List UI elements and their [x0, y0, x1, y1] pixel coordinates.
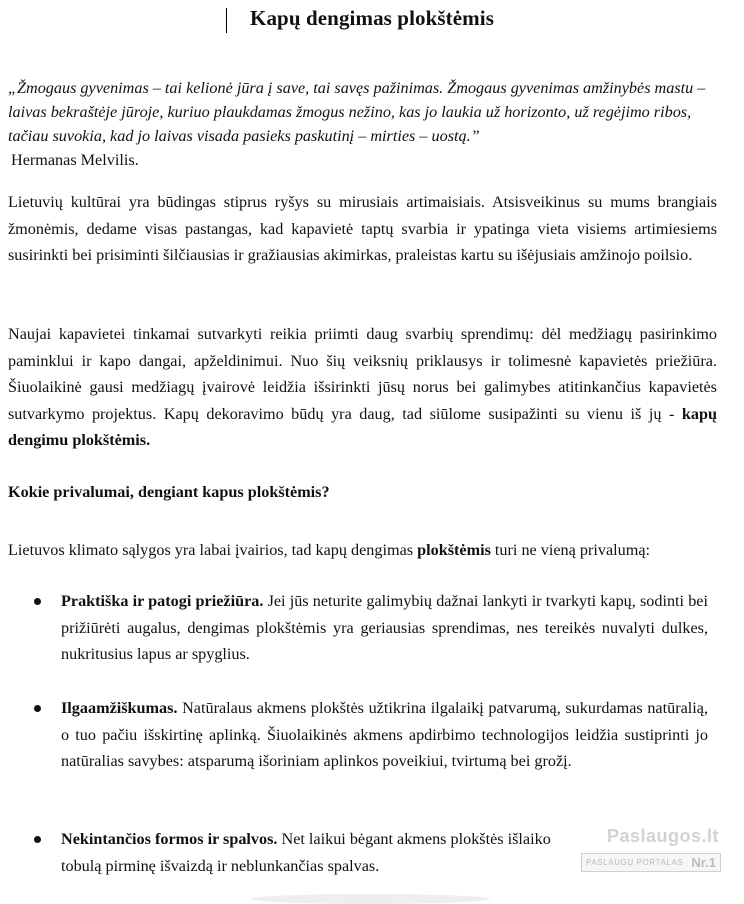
benefits-heading: Kokie privalumai, dengiant kapus plokštėmis? [8, 483, 330, 501]
portal-watermark [581, 826, 721, 878]
bullet-icon [34, 598, 41, 605]
watermark-logo: Paslaugos.lt [606, 826, 719, 846]
decision-paragraph [8, 321, 717, 454]
intro-paragraph: Lietuvių kultūrai yra būdingas stiprus ryšys su mirusiais artimaisiais. Atsisveikinus su mums brangiais žmonėmis, dedame visas pastangas, kad kapavietė taptų svarbia ir ypatinga vieta visiems artimiesiems susirinkti bei prisiminti šilčiausias ir gražiausias akimirkas, praleistas kartu su išėjusiais amžinojo poilsio. [8, 193, 717, 264]
benefit-description: Natūralaus akmens plokštės užtikrina ilgalaikį patvarumą, sukurdamas natūralią, o tuo pačiu išskirtinę aplinką. Šiuolaikinės akmens apdirbimo technologijos leidžia sustiprinti jo natūralias savybes: atsparumą išoriniam aplinkos poveikiui, tvirtumą bei grožį. [61, 699, 708, 770]
text-cursor [226, 8, 227, 33]
decision-paragraph-bold: kapų dengimu plokštėmis. [8, 404, 717, 449]
climate-text-after: turi ne vieną privalumą: [490, 541, 650, 559]
climate-paragraph [8, 537, 650, 563]
quote-author: Hermanas Melvilis. [11, 151, 139, 169]
page-title: Kapų dengimas plokštėmis [250, 6, 494, 30]
benefit-text [61, 695, 708, 775]
benefit-text [61, 588, 708, 668]
climate-text-bold: plokštėmis [417, 541, 491, 559]
benefit-title: Praktiška ir patogi priežiūra. [61, 592, 264, 610]
watermark-band [581, 853, 721, 872]
benefit-title: Nekintančios formos ir spalvos. [61, 830, 278, 848]
bullet-icon [34, 705, 41, 712]
epigraph-quote [8, 76, 724, 172]
watermark-rank: Nr.1 [691, 855, 716, 870]
benefit-description: Jei jūs neturite galimybių dažnai lankyti ir tvarkyti kapų, sodinti bei prižiūrėti augalus, dengimas plokštėmis yra geriausias sprendimas, nes tereikės nuvalyti dulkes, nukritusius lapus ar spyglius. [61, 592, 708, 663]
quote-text: „Žmogaus gyvenimas – tai kelionė jūra į save, tai savęs pažinimas. Žmogaus gyvenimas amžinybės mastu – laivas bekraštėje jūroje, kuriuo plaukdamas žmogus nežino, kas jo laukia už horizonto, už regėjimo ribos, tačiau suvokia, kad jo laivas visada pasieks paskutinį – mirties – uostą.” [8, 79, 706, 145]
climate-text-before: Lietuvos klimato sąlygos yra labai įvairios, tad kapų dengimas [8, 541, 418, 559]
benefit-text [61, 826, 581, 879]
page-footer-shadow [250, 894, 490, 904]
decision-paragraph-text: Naujai kapavietei tinkamai sutvarkyti reikia priimti daug svarbių sprendimų: dėl medžiagų pasirinkimo paminklui ir kapo dangai, apželdinimui. Nuo šių veiksnių priklausys ir tolimesnė kapavietės priežiūra. Šiuolaikinė gausi medžiagų įvairovė leidžia išsirinkti jūsų norus bei galimybes atitinkančius kapavietės sutvarkymo projektus. Kapų dekoravimo būdų yra daug, tad siūlome susipažinti su vienu iš jų - [8, 325, 717, 423]
watermark-tagline: PASLAUGŲ PORTALAS [586, 858, 684, 867]
bullet-icon [34, 836, 41, 843]
benefit-description: Net laikui bėgant akmens plokštės išlaiko tobulą pirminę išvaizdą ir neblunkančias spalvas. [61, 830, 551, 875]
benefit-title: Ilgaamžiškumas. [61, 699, 178, 717]
